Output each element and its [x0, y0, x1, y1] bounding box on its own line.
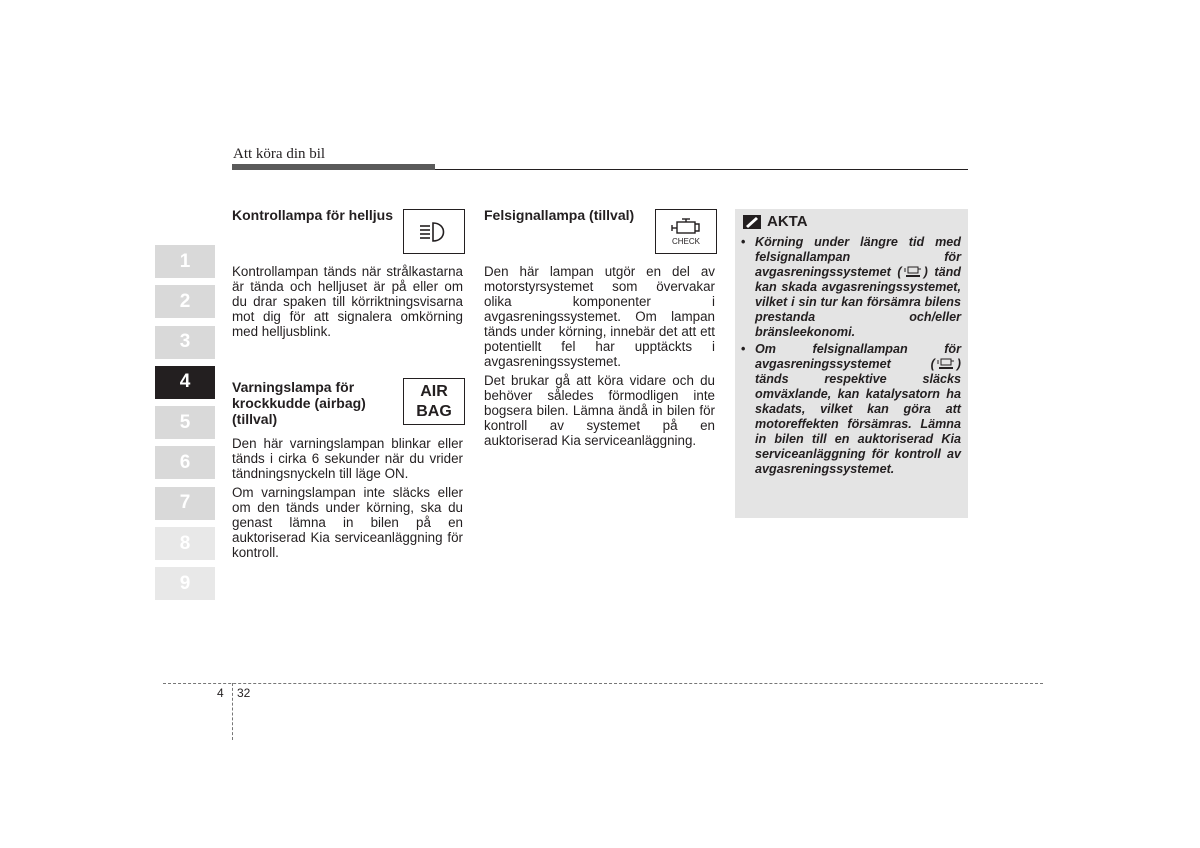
chapter-tab-4[interactable]: 4 [155, 366, 215, 399]
check-engine-inline-icon [902, 265, 924, 278]
chapter-tab-6[interactable]: 6 [155, 446, 215, 479]
malfunction-paragraph-1: Den här lampan utgör en del av motorstyrsystemet som övervakar olika komponenter i avgasreningssystemet. Om lampan tänds under körning, innebär det att ett potentiellt fel har upptäckts i avgasreningssystemet. [484, 264, 715, 369]
chapter-tab-2[interactable]: 2 [155, 285, 215, 318]
airbag-icon-line1: AIR [420, 382, 448, 400]
high-beam-heading-block [232, 207, 397, 223]
caution-item-2-text-a: Om felsignallampan för avgasreningssystemet ( [755, 342, 961, 371]
header-bar [232, 164, 435, 170]
high-beam-icon [403, 209, 465, 254]
chapter-tabs [155, 245, 215, 608]
airbag-heading: Varningslampa för krockkudde (airbag) (tillval) [232, 379, 366, 427]
header-rule [435, 169, 968, 170]
airbag-icon [403, 378, 465, 425]
caution-title-text: AKTA [767, 213, 808, 230]
caution-item-1-text-a: Körning under längre tid med felsignallampan för avgasreningssystemet ( [755, 235, 961, 279]
footer-chapter-number: 4 [217, 686, 224, 700]
check-engine-inline-icon [935, 357, 957, 370]
caution-item-1-text-b: ) tänd kan skada avgasreningssystemet, vilket i sin tur kan försämra bilens prestanda och/eller bränsleekonomi. [755, 265, 961, 339]
malfunction-paragraph-2: Det brukar gå att köra vidare och du behöver således förmodligen inte bogsera bilen. Lämna ändå in bilen för kontroll av systemet på en auktoriserad Kia serviceanläggning. [484, 373, 715, 448]
chapter-tab-9[interactable]: 9 [155, 567, 215, 600]
malfunction-heading-block [484, 207, 649, 223]
footer-page-number: 32 [237, 686, 251, 700]
airbag-icon-line2: BAG [416, 402, 452, 420]
malfunction-description [484, 264, 715, 448]
running-header: Att köra din bil [233, 146, 326, 162]
chapter-tab-8[interactable]: 8 [155, 527, 215, 560]
check-engine-icon [655, 209, 717, 254]
chapter-tab-5[interactable]: 5 [155, 406, 215, 439]
caution-item-2: • Om felsignallampan för avgasreningssystemet ( ) tänds respektive släcks omväxlande, kan katalysatorn ha skadats, vilket kan göra att motoreffekten försämras. Lämna in bilen till en auktoriserad Kia serviceanläggning för kontroll av avgasreningssystemet. [741, 342, 961, 476]
airbag-heading-block [232, 379, 397, 427]
high-beam-heading: Kontrollampa för helljus [232, 207, 394, 223]
airbag-paragraph-1: Den här varningslampan blinkar eller tänds i cirka 6 sekunder när du vrider tändningsnyckeln till läge ON. [232, 436, 463, 481]
caution-item-2-text-b: ) tänds respektive släcks omväxlande, kan katalysatorn ha skadats, vilket kan göra att motoreffekten försämras. Lämna in bilen till en auktoriserad Kia serviceanläggning för kontroll av avgasreningssystemet. [755, 357, 961, 476]
high-beam-description [232, 264, 463, 339]
footer-rule [163, 683, 1043, 684]
airbag-paragraph-2: Om varningslampan inte släcks eller om den tänds under körning, ska du genast lämna in bilen på en auktoriserad Kia serviceanläggning för kontroll. [232, 485, 463, 560]
caution-title [743, 213, 808, 230]
caution-box [735, 209, 968, 518]
pencil-warning-icon [743, 215, 761, 229]
footer-divider [232, 683, 233, 740]
chapter-tab-3[interactable]: 3 [155, 326, 215, 359]
chapter-tab-7[interactable]: 7 [155, 487, 215, 520]
airbag-description [232, 436, 463, 560]
caution-list [741, 235, 961, 477]
chapter-tab-1[interactable]: 1 [155, 245, 215, 278]
high-beam-paragraph: Kontrollampan tänds när strålkastarna är tända och helljuset är på eller om du drar spaken till körriktningsvisarna mot dig för att signalera omkörning med helljusblink. [232, 264, 463, 339]
caution-item-1: • Körning under längre tid med felsignallampan för avgasreningssystemet ( ) tänd kan skada avgasreningssystemet, vilket i sin tur kan försämra bilens prestanda och/eller bränsleekonomi. [741, 235, 961, 339]
check-engine-label: CHECK [671, 237, 700, 246]
malfunction-heading: Felsignallampa (tillval) [484, 207, 635, 223]
